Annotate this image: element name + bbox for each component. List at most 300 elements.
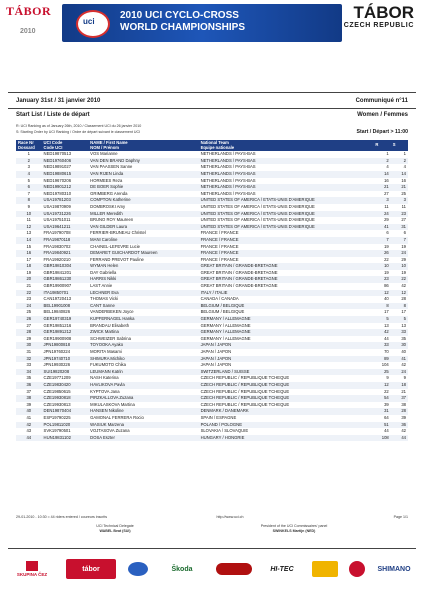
startlist-heading: Start List / Liste de départ	[16, 112, 90, 118]
table-row	[16, 349, 408, 356]
cell-team: CZECH REPUBLIC / REPUBLIQUE TCHEQUE	[200, 401, 290, 407]
category-heading: Women / Femmes	[357, 112, 408, 118]
cell-start-order: 40	[401, 349, 406, 354]
cell-dossard: 3	[27, 164, 30, 170]
cell-name: HARRIS Nikki	[88, 276, 198, 283]
cell-uci-code: BEL19901008	[42, 303, 89, 310]
cell-team: UNITED STATES OF AMERICA / ETATS-UNIS D'AMERIQUE	[199, 197, 374, 204]
table-row	[16, 211, 408, 218]
cell-start-order: 27	[401, 217, 406, 223]
cell-start-order: 10	[391, 263, 408, 270]
cell-ranking: 22	[384, 388, 389, 394]
cell-start-order: 19	[401, 243, 406, 249]
cell-dossard: 31	[26, 349, 32, 354]
cell-name: BRUNO ROY Maureen	[90, 217, 134, 223]
country-text: CZECH REPUBLIC	[343, 22, 414, 29]
cell-dossard: 2	[16, 158, 42, 165]
year-small-text: 2010	[20, 28, 36, 35]
cell-ranking: 6	[386, 230, 389, 236]
cell-name: PIRZKALLOVA Zuzana	[88, 395, 198, 402]
cell-start-order: 28	[391, 408, 408, 415]
col-ranking: R	[373, 140, 390, 151]
sponsor-logo-3	[126, 559, 150, 579]
col-team: National Team Equipe nationale	[199, 140, 374, 151]
cell-uci-code: GBR19861230	[42, 276, 89, 283]
cell-ranking: 89	[373, 356, 390, 363]
cell-name: DEMARET GUICHARDOT Maureen	[88, 250, 198, 257]
cell-start-order: 21	[391, 184, 408, 191]
cez-logo	[8, 559, 56, 579]
cell-uci-code: GER19740319	[42, 316, 89, 323]
cell-name: NASH Katerina	[90, 375, 119, 381]
cell-ranking: 25	[373, 369, 390, 376]
table-row	[16, 356, 408, 363]
cell-ranking: 44	[384, 428, 389, 434]
table-row	[16, 263, 408, 270]
cell-name: FUKUMOTO Chika	[90, 362, 126, 368]
cell-ranking: 27	[384, 190, 389, 196]
cell-start-order: 14	[391, 171, 408, 178]
cell-uci-code: CZE19930813	[43, 401, 71, 407]
cell-team: GREAT BRITAIN / GRANDE-BRETAGNE	[200, 269, 278, 275]
cell-ranking: 41	[373, 224, 390, 231]
cell-name: HANSEN Nikoline	[88, 408, 198, 415]
cell-start-order: 17	[401, 309, 406, 315]
cell-dossard: 5	[27, 177, 30, 183]
table-row	[16, 395, 408, 402]
table-row	[16, 389, 408, 396]
cell-ranking: 40	[384, 296, 389, 302]
cell-start-order: 11	[401, 203, 406, 209]
cell-name: FERRIER-BRUNEAU Christel	[90, 230, 146, 236]
communique-number: Communiqué n°11	[355, 98, 408, 104]
table-row	[16, 408, 408, 415]
ranking-note: R: UCI Ranking as of January 26th, 2010 / Classement UCI du 26 janvier 2010	[16, 124, 142, 128]
cell-ranking: 13	[384, 322, 389, 328]
cell-dossard: 9	[27, 203, 30, 209]
cell-name: WASIUK Marzena	[88, 422, 198, 429]
cell-name: MILLER Meredith	[88, 211, 198, 218]
sponsor-cez: SKUPINA ČEZ	[16, 572, 48, 577]
cell-start-order: 3	[391, 197, 408, 204]
cell-ranking: 17	[384, 309, 389, 315]
cell-dossard: 20	[16, 276, 42, 283]
cell-start-order: 33	[391, 329, 408, 336]
cell-ranking: 4	[386, 164, 389, 170]
cell-ranking: 39	[384, 401, 389, 407]
cell-dossard: 11	[26, 217, 31, 223]
cell-name: THOMAS Vicki	[90, 296, 119, 302]
tabor-big-text: TÁBOR	[353, 3, 414, 22]
table-row	[16, 257, 408, 264]
footer-url: http://www.uci.ch	[216, 515, 244, 519]
cell-dossard: 37	[26, 388, 32, 394]
cell-name: SHIMURA Michiko	[88, 356, 198, 363]
cell-start-order: 42	[401, 362, 406, 368]
sponsor-logo-8	[346, 559, 368, 579]
cell-start-order: 5	[391, 316, 408, 323]
cell-ranking: 104	[381, 362, 389, 368]
cell-team: NETHERLANDS / PAYS-BAS	[199, 171, 374, 178]
cell-uci-code: HUN19831102	[42, 435, 89, 442]
cell-name: GRIMBERG Arenda	[90, 190, 128, 196]
cell-name: KUPFERNAGEL Hanka	[88, 316, 198, 323]
cell-dossard: 27	[26, 322, 32, 328]
cell-start-order: 44	[391, 435, 408, 442]
cell-name: DOMBROSKI Amy	[90, 203, 126, 209]
cell-team: GERMANY / ALLEMAGNE	[199, 329, 374, 336]
cell-ranking: 5	[373, 316, 390, 323]
cell-dossard: 42	[16, 422, 42, 429]
table-row	[16, 244, 408, 251]
table-row	[16, 151, 408, 158]
table-row	[16, 323, 408, 330]
cell-uci-code: GBR19810304	[42, 263, 89, 270]
cell-dossard: 13	[26, 230, 32, 236]
cell-team: CZECH REPUBLIC / REPUBLIQUE TCHEQUE	[199, 395, 374, 402]
cell-name: DAY Gabriella	[90, 269, 117, 275]
cell-ranking: 8	[373, 303, 390, 310]
championship-title	[120, 10, 245, 34]
cell-dossard: 7	[27, 190, 30, 196]
cell-ranking: 108	[373, 435, 390, 442]
cell-dossard: 4	[16, 171, 42, 178]
shimano-logo	[372, 559, 416, 579]
cell-uci-code: JPN19930226	[43, 362, 71, 368]
cell-team: UNITED STATES OF AMERICA / ETATS-UNIS D'AMERIQUE	[200, 203, 315, 209]
start-time: Start / Départ > 11:00	[356, 129, 408, 135]
cell-team: SWITZERLAND / SUISSE	[199, 369, 374, 376]
cell-name: CHAINEL-LEFEVRE Lucie	[90, 243, 140, 249]
table-row	[16, 303, 408, 310]
cell-name: LAST Annie	[90, 283, 113, 289]
table-row	[16, 402, 408, 409]
cell-ranking: 22	[384, 256, 389, 262]
cell-name: SCHWEIZER Sabrina	[90, 335, 131, 341]
cell-uci-code: USA19781203	[42, 197, 89, 204]
cell-dossard: 44	[16, 435, 42, 442]
cell-dossard: 38	[16, 395, 42, 402]
delegate-role: UCI Technical Delegate	[96, 524, 134, 528]
cell-team: FRANCE / FRANCE	[200, 256, 239, 262]
cell-dossard: 12	[16, 224, 42, 231]
cell-ranking: 16	[384, 177, 389, 183]
cell-start-order: 19	[401, 269, 406, 275]
table-row	[16, 309, 408, 316]
cell-start-order: 36	[391, 422, 408, 429]
title-line-1: 2010 UCI CYCLO-CROSS	[120, 10, 239, 21]
cell-name: DE BOER Sophie	[88, 184, 198, 191]
cell-dossard: 23	[26, 296, 32, 302]
cell-start-order: 22	[391, 276, 408, 283]
cell-dossard: 41	[26, 414, 32, 420]
cell-name: MIKULASKOVA Martina	[90, 401, 135, 407]
cell-start-order: 13	[401, 322, 406, 328]
cell-ranking: 2	[373, 158, 390, 165]
cell-dossard: 29	[26, 335, 32, 341]
col-start-order: S	[391, 140, 408, 151]
table-row	[16, 342, 408, 349]
cell-ranking: 12	[373, 290, 390, 297]
cell-uci-code: NED19901212	[42, 184, 89, 191]
cell-team: POLAND / POLOGNE	[199, 422, 374, 429]
cell-name: VANDERBEKEN Joyce	[90, 309, 134, 315]
sponsor-logo-5	[214, 559, 254, 579]
table-header-row	[16, 140, 408, 151]
cell-ranking: 31	[373, 408, 390, 415]
hitec-logo	[260, 559, 304, 579]
cell-start-order: 4	[403, 164, 406, 170]
table-row	[16, 316, 408, 323]
cell-ranking: 3	[373, 197, 390, 204]
table-row	[16, 382, 408, 389]
president-role: President of the UCI Commissaires' panel	[260, 524, 328, 528]
cell-team: SLOVAKIA / SLOVAQUIE	[200, 428, 249, 434]
cell-uci-code: USA19751011	[43, 217, 71, 223]
cell-dossard: 39	[26, 401, 32, 407]
cell-team: GREAT BRITAIN / GRANDE-BRETAGNE	[200, 283, 278, 289]
sponsor-shimano: SHIMANO	[377, 565, 411, 573]
table-row	[16, 217, 408, 224]
cell-ranking: 19	[384, 269, 389, 275]
uci-logo-text: uci	[83, 17, 95, 26]
cell-name: KYPTOVA Jana	[90, 388, 120, 394]
table-row	[16, 276, 408, 283]
skoda-logo	[156, 559, 208, 579]
cell-team: NETHERLANDS / PAYS-BAS	[200, 177, 256, 183]
cell-team: JAPAN / JAPON	[199, 342, 374, 349]
tabor-sponsor-logo	[66, 559, 116, 579]
delegate-name: WABEL Beat (SUI)	[99, 529, 131, 533]
cell-ranking: 24	[373, 211, 390, 218]
cell-uci-code: JPN19760224	[43, 349, 71, 354]
cell-team: FRANCE / FRANCE	[199, 237, 374, 244]
cell-dossard: 17	[26, 256, 32, 262]
cell-team: NETHERLANDS / PAYS-BAS	[199, 184, 374, 191]
cell-ranking: 21	[373, 184, 390, 191]
uci-logo-icon	[76, 10, 110, 38]
cell-uci-code: DEN19870404	[42, 408, 89, 415]
cell-ranking: 44	[384, 335, 389, 341]
cell-start-order: 39	[401, 414, 406, 420]
cell-ranking: 86	[384, 283, 389, 289]
cell-start-order: 37	[391, 395, 408, 402]
cell-ranking: 33	[373, 342, 390, 349]
cell-dossard: 43	[26, 428, 32, 434]
cell-uci-code: SVK19790501	[43, 428, 71, 434]
footer-divider	[8, 548, 416, 549]
cell-uci-code: FRA19830702	[43, 243, 71, 249]
table-row	[16, 422, 408, 429]
cell-start-order: 6	[403, 230, 406, 236]
sponsor-strip	[8, 553, 416, 589]
cell-dossard: 21	[26, 283, 32, 289]
table-row	[16, 435, 408, 442]
sponsor-hitec: HI-TEC	[270, 565, 294, 573]
table-row	[16, 178, 408, 185]
cell-name: VOJTASOVA Zuzana	[90, 428, 130, 434]
cell-team: JAPAN / JAPON	[200, 362, 232, 368]
cell-ranking: 11	[384, 203, 389, 209]
cell-team: JAPAN / JAPON	[199, 356, 374, 363]
cell-team: JAPAN / JAPON	[200, 349, 232, 354]
table-row	[16, 237, 408, 244]
cell-start-order: 1	[403, 151, 406, 157]
cell-team: BELGIUM / BELGIQUE	[199, 303, 374, 310]
table-row	[16, 250, 408, 257]
cell-uci-code: CZE19771209	[43, 375, 71, 381]
cell-dossard: 40	[16, 408, 42, 415]
cell-team: NETHERLANDS / PAYS-BAS	[200, 151, 256, 157]
cell-team: CZECH REPUBLIC / REPUBLIQUE TCHEQUE	[199, 382, 374, 389]
table-row	[16, 171, 408, 178]
table-row	[16, 329, 408, 336]
cell-team: BELGIUM / BELGIQUE	[200, 309, 245, 315]
cell-name: VAN DEN BRAND Daphny	[88, 158, 198, 165]
cell-team: GERMANY / ALLEMAGNE	[200, 322, 251, 328]
cell-ranking: 19	[384, 243, 389, 249]
cell-ranking: 10	[373, 263, 390, 270]
header-divider	[8, 92, 416, 93]
cell-ranking: 51	[373, 422, 390, 429]
technical-delegate	[60, 524, 170, 534]
table-row	[16, 415, 408, 422]
cell-dossard: 35	[26, 375, 32, 381]
cell-ranking: 26	[373, 250, 390, 257]
cell-team: NETHERLANDS / PAYS-BAS	[200, 164, 256, 170]
cell-ranking: 23	[373, 276, 390, 283]
cell-uci-code: USA19641211	[42, 224, 89, 231]
cell-team: FRANCE / FRANCE	[200, 243, 239, 249]
cell-uci-code: FRA19840921	[42, 250, 89, 257]
cell-uci-code: POL19811020	[42, 422, 89, 429]
cell-uci-code: GER19891212	[42, 329, 89, 336]
cell-name: TOYOOKA Ayako	[88, 342, 198, 349]
footer-page: Page 1/1	[393, 515, 408, 519]
cell-team: UNITED STATES OF AMERICA / ETATS-UNIS D'AMERIQUE	[199, 224, 374, 231]
cell-name: FERRAND PREVOT Pauline	[90, 256, 144, 262]
cell-uci-code: FRA19870118	[42, 237, 89, 244]
cell-name: HAVLIKOVA Pavla	[88, 382, 198, 389]
cell-dossard: 8	[16, 197, 42, 204]
cell-team: UNITED STATES OF AMERICA / ETATS-UNIS D'AMERIQUE	[199, 211, 374, 218]
cell-team: FRANCE / FRANCE	[199, 250, 374, 257]
cell-team: GREAT BRITAIN / GRANDE-BRETAGNE	[199, 263, 374, 270]
cell-name: MORITA Masami	[90, 349, 122, 354]
cell-dossard: 14	[16, 237, 42, 244]
commissaire-president	[224, 524, 364, 534]
cell-team: CZECH REPUBLIC / REPUBLIQUE TCHEQUE	[200, 388, 290, 394]
startlist-table	[16, 140, 408, 441]
cell-dossard: 33	[26, 362, 32, 368]
cell-ranking: 9	[386, 375, 389, 381]
cell-start-order: 18	[391, 382, 408, 389]
cell-start-order: 24	[391, 369, 408, 376]
cell-dossard: 36	[16, 382, 42, 389]
cell-dossard: 30	[16, 342, 42, 349]
championship-banner	[62, 4, 342, 42]
cell-uci-code: NED19880615	[42, 171, 89, 178]
cell-uci-code: FRA19790708	[43, 230, 71, 236]
table-row	[16, 224, 408, 231]
cell-dossard: 6	[16, 184, 42, 191]
cell-start-order: 29	[401, 256, 406, 262]
cell-uci-code: NED19891027	[43, 164, 72, 170]
cell-start-order: 41	[391, 356, 408, 363]
cell-start-order: 16	[401, 177, 406, 183]
cell-name: HORMEES Reza	[90, 177, 123, 183]
cell-start-order: 30	[391, 342, 408, 349]
race-date: January 31st / 31 janvier 2010	[16, 98, 101, 104]
table-row	[16, 191, 408, 198]
cell-uci-code: GBR19841201	[43, 269, 72, 275]
cell-name: VAN RIJEN Linda	[88, 171, 198, 178]
cell-dossard: 28	[16, 329, 42, 336]
table-row	[16, 204, 408, 211]
cell-dossard: 15	[26, 243, 32, 249]
cell-uci-code: JPN19800818	[42, 342, 89, 349]
cell-ranking: 7	[373, 237, 390, 244]
cell-uci-code: ITA19850701	[42, 290, 89, 297]
cell-name: WYMAN Helen	[88, 263, 198, 270]
cell-uci-code: GER19900908	[43, 335, 72, 341]
cell-name: LEUMANN Katrin	[88, 369, 198, 376]
table-row	[16, 362, 408, 369]
cell-dossard: 24	[16, 303, 42, 310]
table-row	[16, 428, 408, 435]
cell-team: GREAT BRITAIN / GRANDE-BRETAGNE	[199, 276, 374, 283]
cell-start-order: 42	[401, 283, 406, 289]
cell-dossard: 25	[26, 309, 32, 315]
cell-uci-code: CAN19720413	[43, 296, 72, 302]
cell-dossard: 19	[26, 269, 32, 275]
cell-team: SPAIN / ESPAGNE	[200, 414, 237, 420]
cell-uci-code: NED19870513	[43, 151, 72, 157]
cell-start-order: 7	[391, 237, 408, 244]
cell-dossard: 18	[16, 263, 42, 270]
cell-team: DENMARK / DANEMARK	[199, 408, 374, 415]
cell-start-order: 2	[391, 158, 408, 165]
cell-uci-code: NED19760406	[42, 158, 89, 165]
cell-uci-code: USA19870909	[43, 203, 71, 209]
cell-name: VAN GILDER Laura	[88, 224, 198, 231]
cell-uci-code: NED19670206	[43, 177, 72, 183]
table-row	[16, 164, 408, 171]
cell-name: GAMONAL FERRERA Rocio	[90, 414, 144, 420]
cell-team: CANADA / CANADA	[200, 296, 239, 302]
cell-uci-code: CZE19850615	[43, 388, 71, 394]
cell-ranking: 54	[373, 395, 390, 402]
cell-uci-code: FRA19920210	[43, 256, 71, 262]
cell-team: UNITED STATES OF AMERICA / ETATS-UNIS D'AMERIQUE	[200, 217, 315, 223]
cell-start-order: 12	[391, 290, 408, 297]
table-row	[16, 283, 408, 290]
cell-uci-code: BEL19840826	[43, 309, 71, 315]
cell-ranking: 29	[384, 217, 389, 223]
table-row	[16, 290, 408, 297]
info-divider	[8, 108, 416, 109]
col-dossard: Race Nr Dossard	[16, 140, 42, 151]
cell-ranking: 12	[373, 382, 390, 389]
cell-ranking: 64	[384, 414, 389, 420]
cell-start-order: 28	[401, 296, 406, 302]
table-row	[16, 369, 408, 376]
cell-start-order: 38	[401, 401, 406, 407]
cell-name: VAN PAASSEN Sanne	[90, 164, 133, 170]
cell-name: CANT Sanne	[88, 303, 198, 310]
cell-start-order: 31	[391, 224, 408, 231]
cell-ranking: 14	[373, 171, 390, 178]
